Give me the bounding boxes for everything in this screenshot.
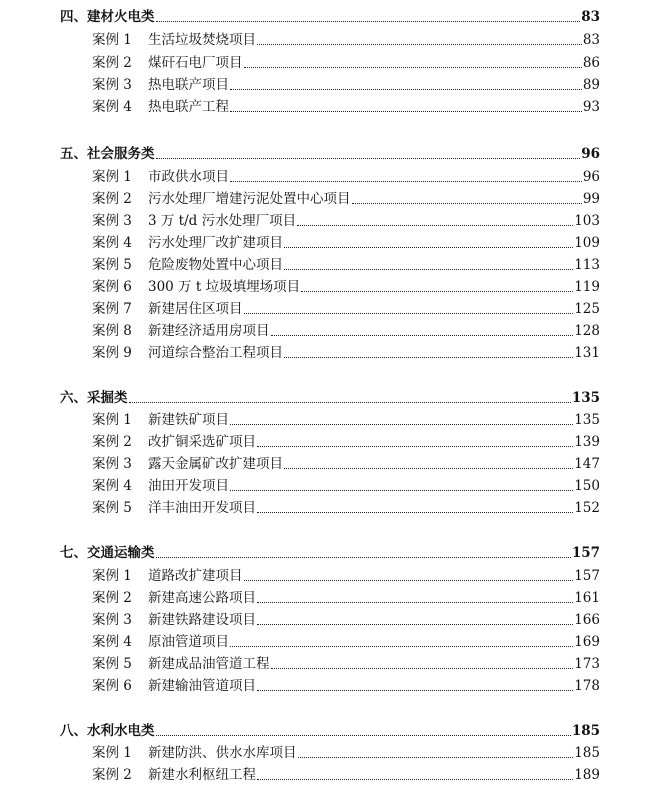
entry-title: 原油管道项目	[148, 634, 229, 650]
entry-title: 露天金属矿改扩建项目	[148, 456, 283, 472]
dot-leader	[230, 89, 582, 90]
case-label: 案例 9	[92, 345, 132, 361]
entry-title: 道路改扩建项目	[148, 568, 243, 584]
section-title: 六、采掘类	[60, 390, 128, 406]
page-number: 173	[574, 656, 600, 672]
case-label: 案例 2	[92, 590, 132, 606]
toc-entry[interactable]	[0, 631, 600, 651]
dot-leader	[257, 690, 573, 691]
page-number: 152	[574, 500, 600, 516]
dot-leader	[244, 313, 574, 314]
dot-leader	[129, 402, 571, 403]
page-number: 131	[574, 345, 600, 361]
toc-entry[interactable]	[0, 675, 600, 695]
entry-title: 生活垃圾焚烧项目	[148, 32, 256, 48]
page-number: 109	[574, 235, 600, 251]
entry-title: 污水处理厂增建污泥处置中心项目	[148, 191, 351, 207]
entry-title: 污水处理厂改扩建项目	[148, 235, 283, 251]
entry-title: 新建铁矿项目	[148, 412, 229, 428]
entry-title: 新建成品油管道工程	[148, 656, 270, 672]
dot-leader	[297, 225, 573, 226]
page-number: 125	[574, 301, 600, 317]
toc-entry[interactable]	[0, 609, 600, 629]
page-number: 169	[574, 634, 600, 650]
page-number: 150	[574, 478, 600, 494]
entry-title: 煤矸石电厂项目	[148, 55, 243, 71]
dot-leader	[156, 21, 581, 22]
page-number: 99	[582, 191, 600, 207]
entry-title: 油田开发项目	[148, 478, 229, 494]
case-label: 案例 7	[92, 301, 132, 317]
dot-leader	[257, 446, 573, 447]
page-number: 135	[571, 390, 600, 406]
entry-title: 危险废物处置中心项目	[148, 257, 283, 273]
toc-section-heading[interactable]	[0, 720, 600, 740]
toc-entry[interactable]	[0, 565, 600, 585]
page-number: 189	[574, 767, 600, 783]
dot-leader	[156, 735, 571, 736]
case-label: 案例 3	[92, 456, 132, 472]
toc-section-heading[interactable]	[0, 542, 600, 562]
entry-title: 热电联产工程	[148, 99, 229, 115]
entry-title: 新建经济适用房项目	[148, 323, 270, 339]
page-number: 96	[582, 169, 600, 185]
case-label: 案例 3	[92, 77, 132, 93]
page-number: 96	[581, 146, 600, 162]
toc-entry[interactable]	[0, 74, 600, 94]
dot-leader	[352, 203, 582, 204]
dot-leader	[257, 602, 573, 603]
page-number: 128	[574, 323, 600, 339]
dot-leader	[298, 757, 574, 758]
page-number: 139	[574, 434, 600, 450]
page-number: 161	[574, 590, 600, 606]
dot-leader	[257, 44, 582, 45]
toc-entry[interactable]	[0, 342, 600, 362]
entry-title: 新建居住区项目	[148, 301, 243, 317]
toc-entry[interactable]	[0, 497, 600, 517]
dot-leader	[230, 424, 573, 425]
case-label: 案例 4	[92, 634, 132, 650]
dot-leader	[156, 557, 571, 558]
case-label: 案例 8	[92, 323, 132, 339]
page-number: 119	[574, 279, 600, 295]
section-title: 五、社会服务类	[60, 146, 155, 162]
page-number: 86	[582, 55, 600, 71]
dot-leader	[284, 269, 573, 270]
entry-title: 新建输油管道项目	[148, 678, 256, 694]
toc-entry[interactable]	[0, 210, 600, 230]
dot-leader	[230, 646, 573, 647]
case-label: 案例 2	[92, 767, 132, 783]
case-label: 案例 2	[92, 191, 132, 207]
dot-leader	[156, 158, 581, 159]
entry-title: 洋丰油田开发项目	[148, 500, 256, 516]
entry-title: 新建高速公路项目	[148, 590, 256, 606]
case-label: 案例 1	[92, 32, 132, 48]
toc-entry[interactable]	[0, 653, 600, 673]
toc-section-heading[interactable]	[0, 387, 600, 407]
case-label: 案例 5	[92, 257, 132, 273]
toc-entry[interactable]	[0, 298, 600, 318]
page-number: 113	[574, 257, 600, 273]
dot-leader	[257, 624, 573, 625]
dot-leader	[244, 67, 582, 68]
case-label: 案例 1	[92, 568, 132, 584]
page-number: 89	[582, 77, 600, 93]
toc-entry[interactable]	[0, 188, 600, 208]
page-number: 185	[571, 723, 600, 739]
dot-leader	[230, 111, 582, 112]
dot-leader	[230, 181, 582, 182]
toc-entry[interactable]	[0, 764, 600, 784]
toc-entry[interactable]	[0, 29, 600, 49]
entry-title: 新建水利枢纽工程	[148, 767, 256, 783]
toc-entry[interactable]	[0, 166, 600, 186]
toc-entry[interactable]	[0, 453, 600, 473]
case-label: 案例 2	[92, 55, 132, 71]
section-title: 八、水利水电类	[60, 723, 155, 739]
entry-title: 改扩铜采选矿项目	[148, 434, 256, 450]
dot-leader	[257, 779, 573, 780]
entry-title: 河道综合整治工程项目	[148, 345, 283, 361]
case-label: 案例 1	[92, 412, 132, 428]
page-number: 103	[574, 213, 600, 229]
page-number: 147	[574, 456, 600, 472]
toc-section-heading[interactable]	[0, 143, 600, 163]
toc-entry[interactable]	[0, 52, 600, 72]
case-label: 案例 2	[92, 434, 132, 450]
section-title: 四、建材火电类	[60, 9, 155, 25]
entry-title: 新建铁路建设项目	[148, 612, 256, 628]
toc-section-heading[interactable]	[0, 6, 600, 26]
toc-entry[interactable]	[0, 742, 600, 762]
entry-title: 热电联产项目	[148, 77, 229, 93]
dot-leader	[271, 668, 574, 669]
entry-title: 市政供水项目	[148, 169, 229, 185]
page-number: 185	[574, 745, 600, 761]
case-label: 案例 3	[92, 612, 132, 628]
toc-entry[interactable]	[0, 431, 600, 451]
dot-leader	[301, 291, 573, 292]
toc-entry[interactable]	[0, 254, 600, 274]
dot-leader	[257, 512, 573, 513]
dot-leader	[244, 580, 574, 581]
entry-title: 3 万 t/d 污水处理厂项目	[148, 213, 297, 229]
page-number: 135	[574, 412, 600, 428]
case-label: 案例 1	[92, 169, 132, 185]
page-number: 83	[581, 9, 600, 25]
case-label: 案例 4	[92, 235, 132, 251]
toc-entry[interactable]	[0, 409, 600, 429]
toc-entry[interactable]	[0, 96, 600, 116]
toc-entry[interactable]	[0, 587, 600, 607]
case-label: 案例 3	[92, 213, 132, 229]
page-number: 83	[582, 32, 600, 48]
case-label: 案例 4	[92, 478, 132, 494]
toc-entry[interactable]	[0, 232, 600, 252]
dot-leader	[230, 490, 573, 491]
case-label: 案例 6	[92, 279, 132, 295]
case-label: 案例 6	[92, 678, 132, 694]
case-label: 案例 4	[92, 99, 132, 115]
page-number: 93	[582, 99, 600, 115]
entry-title: 新建防洪、供水水库项目	[148, 745, 297, 761]
toc-entry[interactable]	[0, 475, 600, 495]
page-number: 166	[574, 612, 600, 628]
dot-leader	[284, 357, 573, 358]
case-label: 案例 5	[92, 656, 132, 672]
case-label: 案例 5	[92, 500, 132, 516]
section-title: 七、交通运输类	[60, 545, 155, 561]
dot-leader	[271, 335, 574, 336]
dot-leader	[284, 247, 573, 248]
page-number: 157	[574, 568, 600, 584]
case-label: 案例 1	[92, 745, 132, 761]
dot-leader	[284, 468, 573, 469]
toc-entry[interactable]	[0, 320, 600, 340]
entry-title: 300 万 t 垃圾填埋场项目	[148, 279, 301, 295]
page-number: 178	[574, 678, 600, 694]
page-number: 157	[571, 545, 600, 561]
toc-entry[interactable]	[0, 276, 600, 296]
